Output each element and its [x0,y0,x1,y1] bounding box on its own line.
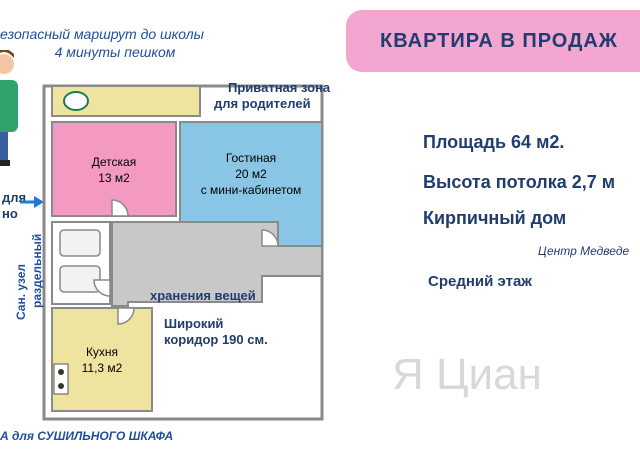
private-zone-note: Приватная зона [228,80,331,95]
area-info: Площадь 64 м2. [423,132,565,152]
left-text-fragment-2: но [2,206,18,221]
corridor-note: Широкий [164,316,224,331]
kitchen-label [52,344,152,376]
sale-banner-title: КВАРТИРА В ПРОДАЖ [380,30,618,52]
district-info: Центр Медведе [538,244,630,258]
person-head [0,54,14,74]
left-text-fragment-1: для [2,190,27,205]
corridor-note-2: коридор 190 см. [164,332,268,347]
kids-room-area: 13 м2 [98,171,130,185]
building-info: Кирпичный дом [423,208,567,228]
storage-note: хранения вещей [150,288,256,303]
walk-time-caption: 4 минуты пешком [54,44,176,60]
living-room-office: с мини-кабинетом [200,183,302,197]
person-pants [0,132,8,160]
school-route-caption: езопасный маршрут до школы [0,26,204,42]
living-room-name: Гостиная [225,151,277,165]
toilet-icon [60,266,100,292]
kitchen-name: Кухня [85,345,119,359]
kids-room-name: Детская [91,155,137,169]
floor-info: Средний этаж [428,273,532,290]
person-illustration [0,50,24,170]
person-shoes [0,160,10,166]
kids-room-label [52,154,176,186]
person-shirt [0,80,18,132]
ceiling-info: Высота потолка 2,7 м [423,172,616,192]
private-zone-note-2: для родителей [214,96,311,111]
bathroom-note: Сан. узел [14,263,28,320]
cian-watermark: Я Циан [392,350,542,399]
balcony-chair-icon [64,92,88,110]
drying-cabinet-caption: А для СУШИЛЬНОГО ШКАФА [0,429,174,443]
living-room-area: 20 м2 [235,167,267,181]
bathtub-icon [60,230,100,256]
living-room-label [180,150,322,198]
bathroom-note-2: раздельный [30,233,44,308]
kitchen-area: 11,3 м2 [81,361,123,375]
